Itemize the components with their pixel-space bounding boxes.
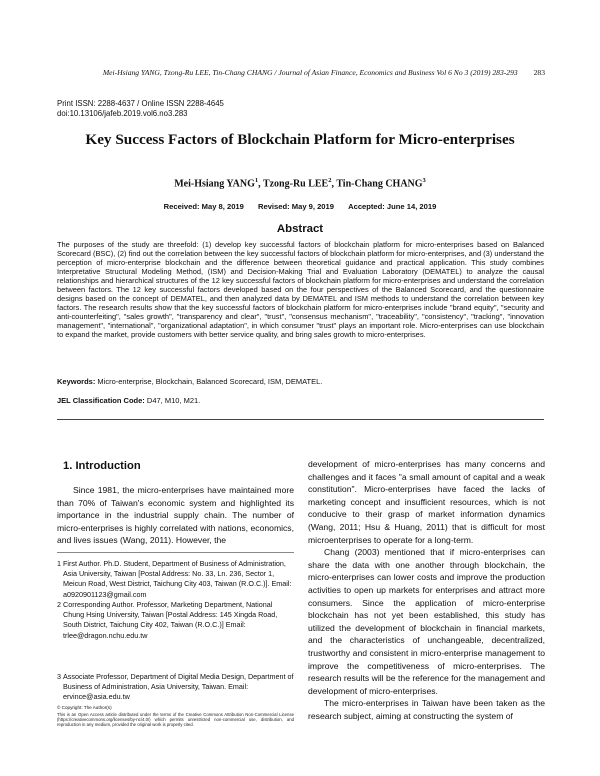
footnote xyxy=(57,672,294,703)
footnote-text: Corresponding Author. Professor, Marketing Department, National Chung Hsing University, Taiwan [Postal Address: 145 Xingda Road, South District, Taichung City 402, Taiwan (R.O.C.)] Email: trlee@dragon.nchu.edu.tw xyxy=(63,600,278,640)
paragraph: The micro-enterprises in Taiwan have been taken as the research subject, aiming at constructing the system of xyxy=(308,698,545,721)
paragraph: Since 1981, the micro-enterprises have maintained more than 70% of Taiwan's economic system and highlighted its importance in the industrial supply chain. The number of micro-enterprises is highly correlated with nations, economics, and lives issues (Wang, 2011). However, the xyxy=(57,485,294,546)
abstract-body: The purposes of the study are threefold: (1) develop key successful factors of blockchain platform for micro-enterprises based on Balanced Scorecard (BSC), (2) find out the correlation between the key successful factors of blockchain platform for micro-enterprises, and (3) understand the perception of micro-enterprise blockchain and the difference between theoretical guidance and practical application. This study combines Interpretative Structural Modeling Method, (ISM) and Decision-Making Trial and Evaluation Laboratory (DEMATEL) to analyze the causal relationships and hierarchical structures of the 12 key successful factors of blockchain platform for micro-enterprises and understand the correlation between factors. The 12 key successful factors developed based on the four perspectives of the Balanced Scorecard, and the questionnaire designs based on the concept of DEMATEL, and then analyzed data by DEMATEL and ISM methods to understand the correlation between key factors. The research results show that the key successful factors of blockchain platform for micro-enterprises include "brand equity", "security and anti-counterfeiting", "sales growth", "transparency and clear", "trust", "consensus mechanism", "traceability", "consistency", "tracking", "innovation management", "international", "organizational adaptation", in which consumer "trust" plays an important role. Micro-enterprises can use blockchain to expand the market, provide customers with better service quality, and bring sales growth to micro-enterprises. xyxy=(57,240,544,340)
footnote xyxy=(57,600,294,641)
submission-dates xyxy=(40,202,560,211)
print-issn: Print ISSN: 2288-4637 / Online ISSN 2288-4645 xyxy=(57,99,224,108)
introduction-heading: 1. Introduction xyxy=(63,460,141,472)
author-name: Tzong-Ru LEE xyxy=(262,178,329,190)
right-column-text xyxy=(308,458,545,722)
running-title: Mei-Hsiang YANG, Tzong-Ru LEE, Tin-Chang CHANG / Journal of Asian Finance, Economics and Business Vol 6 No 3 (2019) 283-293 xyxy=(102,68,518,77)
abstract-heading: Abstract xyxy=(276,223,324,235)
page-number: 283 xyxy=(533,68,545,77)
footnote-number: 3 xyxy=(57,672,61,681)
paragraph: Chang (2003) mentioned that if micro-enterprises can share the data with one another through blockchain, the micro-enterprises can lower costs and improve the production activities to open up markets for enterprises and attract more consumers. Since the application of micro-enterprise blockchain has not yet been established, this study has utilized the development of blockchain in financial markets, and the characteristics of unchangeable, decentralized, trustworthy and consistent in micro-enterprise management to improve the competitiveness of micro-enterprises. The research results will be the reference for the management and development of micro-enterprises. xyxy=(308,547,545,696)
author-affiliation-mark: 1 xyxy=(254,177,259,184)
accepted-date: Accepted: June 14, 2019 xyxy=(348,202,437,211)
footnote-text: Associate Professor, Department of Digital Media Design, Department of Business of Administration, Asia University, Taiwan. Email: ervince@asia.edu.tw xyxy=(63,672,294,702)
license-notice: This is an Open Access article distributed under the terms of the Creative Commons Attribution Non-Commercial License (https://creativecommons.org/licenses/by-nc/4.0/) which permits unrestricted non-commercial use, distribution, and reproduction in any medium, provided the original work is properly cited. xyxy=(57,712,294,728)
jel-label: JEL Classification Code: xyxy=(57,396,145,405)
footnote-rule xyxy=(57,552,294,553)
left-column-text xyxy=(57,484,294,547)
keywords-value: Micro-enterprise, Blockchain, Balanced Scorecard, ISM, DEMATEL. xyxy=(95,377,323,386)
footnote-text: First Author. Ph.D. Student, Department of Business of Administration, Asia University, Taiwan [Postal Address: No. 33, Ln. 236, Sector 1, Meicun Road, West District, Taichung City 403, Taiwan (R.O.C.)]. Email: a0920901123@gmail.com xyxy=(63,559,292,599)
author-separator: , xyxy=(331,178,337,190)
author-name: Mei-Hsiang YANG xyxy=(174,178,255,190)
jel-value: D47, M10, M21. xyxy=(144,396,201,405)
footnote-number: 1 xyxy=(57,559,61,568)
author-name: Tin-Chang CHANG xyxy=(336,178,423,190)
author-affiliation-mark: 2 xyxy=(328,177,332,184)
keywords xyxy=(57,377,322,386)
section-divider xyxy=(57,419,544,420)
copyright: © Copyright: The Author(s) xyxy=(57,705,112,710)
author-affiliation-mark: 3 xyxy=(422,177,426,184)
keywords-label: Keywords: xyxy=(57,377,96,386)
footnote xyxy=(57,559,294,600)
received-date: Received: May 8, 2019 xyxy=(163,202,244,211)
paragraph: development of micro-enterprises has many concerns and challenges and it faces "a small amount of capital and a weak constitution". Micro-enterprises have faced the lacks of marketing concept and insufficient resources, which is not conducive to their grasp of market information dynamics (Wang, 2011; Hsu & Huang, 2011) that is difficult for most microenterprises to operate for a long-term. xyxy=(308,459,545,545)
paper-title: Key Success Factors of Blockchain Platform for Micro-enterprises xyxy=(85,131,515,148)
author-separator: , xyxy=(258,178,263,190)
running-header xyxy=(60,68,545,77)
jel-classification xyxy=(57,396,200,405)
footnote-number: 2 xyxy=(57,600,61,609)
revised-date: Revised: May 9, 2019 xyxy=(258,202,334,211)
doi: doi:10.13106/jafeb.2019.vol6.no3.283 xyxy=(57,109,188,118)
author-list xyxy=(40,177,560,189)
